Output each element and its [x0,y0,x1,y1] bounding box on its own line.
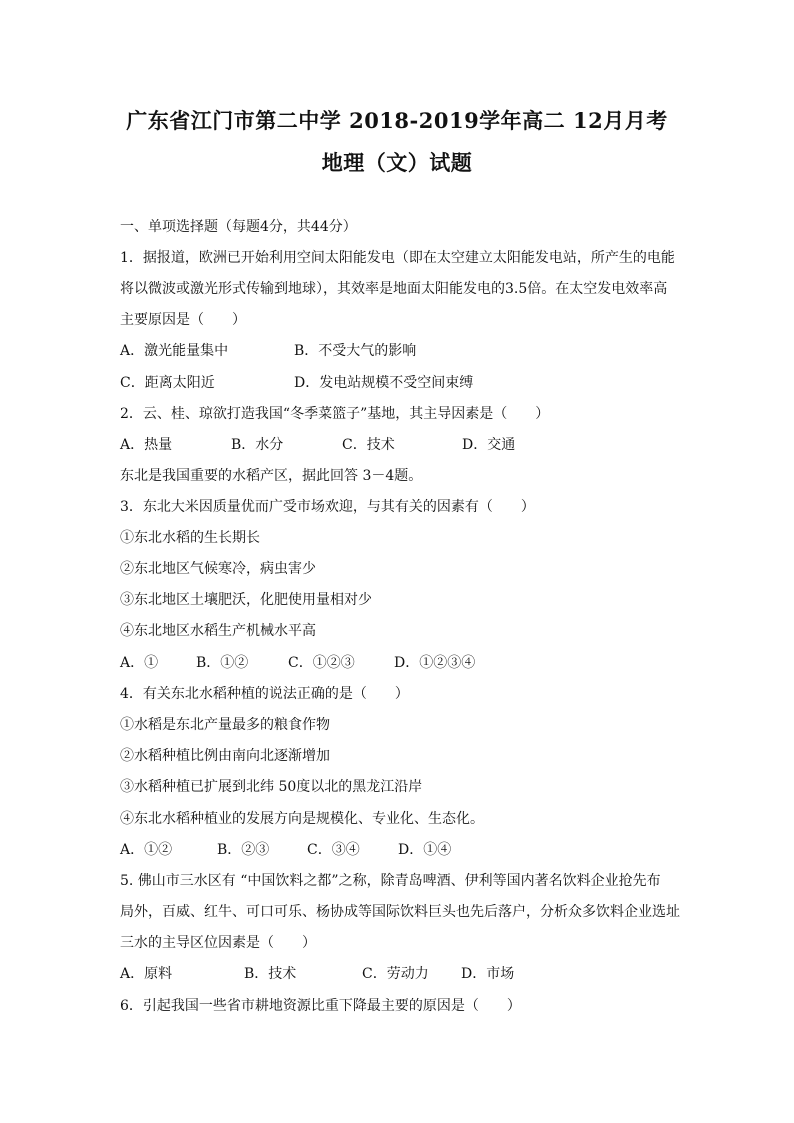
exam-title: 广东省江门市第二中学 2018-2019学年高二 12月月考 [126,108,668,133]
q5-stem-line3: 三水的主导区位因素是（ ） [120,935,316,951]
q4-statement-3: ③水稻种植已扩展到北纬 50度以北的黑龙江沿岸 [120,779,423,795]
q3-statement-2: ②东北地区气候寒冷，病虫害少 [120,561,316,577]
q4-stem: 4．有关东北水稻种植的说法正确的是（ ） [120,686,409,702]
q3-statement-3: ③东北地区土壤肥沃，化肥使用量相对少 [120,592,372,608]
q5-option-b: B．技术 [244,966,297,982]
q4-option-d: D．①④ [398,842,452,858]
q34-intro: 东北是我国重要的水稻产区，据此回答 3－4题。 [120,468,423,484]
q2-option-d: D．交通 [462,437,516,453]
q4-statement-4: ④东北水稻种植业的发展方向是规模化、专业化、生态化。 [120,811,484,827]
q2-option-b: B．水分 [231,437,284,453]
q2-option-c: C．技术 [342,437,395,453]
q5-stem-line2: 局外，百威、红牛、可口可乐、杨协成等国际饮料巨头也先后落户，分析众多饮料企业选址 [120,904,680,920]
q1-option-b: B．不受大气的影响 [294,343,417,359]
q4-option-c: C．③④ [307,842,360,858]
q1-stem-line1: 1．据报道，欧洲已开始利用空间太阳能发电（即在太空建立太阳能发电站，所产生的电能 [120,250,675,266]
q3-option-b: B．①② [196,655,249,671]
q5-option-a: A．原料 [120,966,173,982]
q3-option-a: A．① [120,655,159,671]
section-heading: 一、单项选择题（每题4分，共44分） [120,219,357,235]
q2-stem: 2．云、桂、琼欲打造我国“冬季菜篮子”基地，其主导因素是（ ） [120,406,550,422]
q1-stem-line2: 将以微波或激光形式传输到地球），其效率是地面太阳能发电的3.5倍。在太空发电效率高 [120,281,668,297]
q4-option-b: B．②③ [217,842,270,858]
q4-statement-2: ②水稻种植比例由南向北逐渐增加 [120,748,330,764]
q1-option-d: D．发电站规模不受空间束缚 [294,375,474,391]
q5-option-d: D．市场 [461,966,515,982]
q5-option-c: C．劳动力 [362,966,429,982]
q1-stem-line3: 主要原因是（ ） [120,312,246,328]
q3-statement-1: ①东北水稻的生长期长 [120,530,260,546]
q3-option-c: C．①②③ [288,655,355,671]
q3-stem: 3．东北大米因质量优而广受市场欢迎，与其有关的因素有（ ） [120,499,535,515]
q3-statement-4: ④东北地区水稻生产机械水平高 [120,623,316,639]
q1-option-c: C．距离太阳近 [120,375,215,391]
q4-statement-1: ①水稻是东北产量最多的粮食作物 [120,717,330,733]
q2-option-a: A．热量 [120,437,173,453]
q6-stem: 6．引起我国一些省市耕地资源比重下降最主要的原因是（ ） [120,998,521,1014]
exam-subtitle: 地理（文）试题 [321,150,473,175]
q3-option-d: D．①②③④ [394,655,476,671]
q1-option-a: A．激光能量集中 [120,343,229,359]
q4-option-a: A．①② [120,842,173,858]
q5-stem-line1: 5. 佛山市三水区有 “中国饮料之都”之称，除青岛啤酒、伊利等国内著名饮料企业抢先布 [120,873,661,889]
